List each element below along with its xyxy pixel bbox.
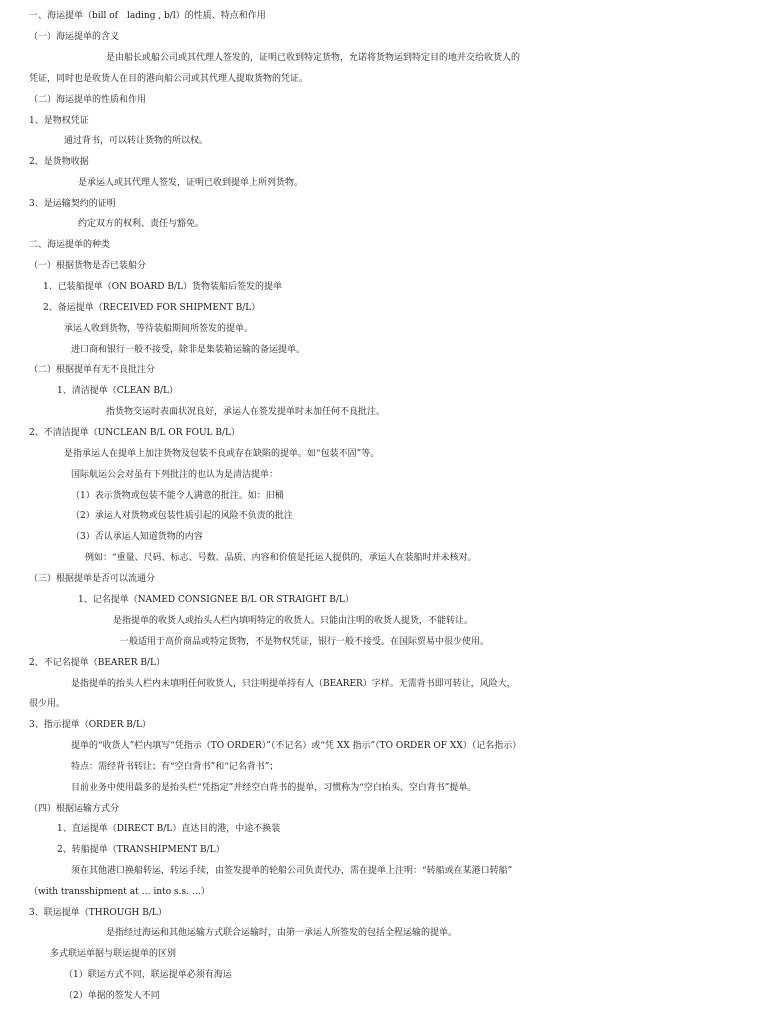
paragraph-line: 是指提单的抬头人栏内未填明任何收货人，只注明提单持有人（BEARER）字样。无需背书即可转让，风险大， <box>71 679 516 689</box>
numbered-item: 1、直运提单（DIRECT B/L）直达目的港，中途不换装 <box>57 824 281 834</box>
paragraph-line: 例如：“重量、尺码、标志、号数、品质、内容和价值是托运人提供的，承运人在装船时并未核对。 <box>85 553 477 563</box>
paragraph-line: 须在其他港口换船转运，转运手续，由签发提单的轮船公司负责代办，需在提单上注明：“转船或在某港口转船” <box>71 866 513 876</box>
paragraph-line: 一般适用于高价商品或特定货物，不是物权凭证，银行一般不接受。在国际贸易中很少使用。 <box>120 637 490 647</box>
numbered-item: 2、不记名提单（BEARER B/L） <box>29 658 166 668</box>
numbered-item: 2、不清洁提单（UNCLEAN B/L OR FOUL B/L） <box>29 428 241 438</box>
subsection-heading: （一）海运提单的含义 <box>29 32 120 42</box>
paragraph-line: 通过背书，可以转让货物的所以权。 <box>64 136 209 146</box>
paragraph-line: 多式联运单据与联运提单的区别 <box>50 949 177 959</box>
numbered-item: 2、转船提单（TRANSHIPMENT B/L） <box>57 845 225 855</box>
list-item: （1）表示货物或包装不能令人满意的批注。如：旧桶 <box>71 491 284 501</box>
paragraph-line: 提单的“收货人”栏内填写“凭指示（TO ORDER）”（不记名）或“凭 XX 指示”（TO ORDER OF XX）（记名指示） <box>71 741 522 751</box>
list-item: （2）承运人对货物或包装性质引起的风险不负责的批注 <box>71 511 293 521</box>
numbered-item: 1、是物权凭证 <box>29 116 89 126</box>
paragraph-line: 是指承运人在提单上加注货物及包装不良或存在缺陷的提单。如“包装不固”等。 <box>64 449 380 459</box>
paragraph-line: 是指经过海运和其他运输方式联合运输时，由第一承运人所签发的包括全程运输的提单。 <box>106 928 458 938</box>
numbered-item: 3、是运输契约的证明 <box>29 199 116 209</box>
numbered-item: 1、已装船提单（ON BOARD B/L）货物装船后签发的提单 <box>43 282 282 292</box>
numbered-item: 3、联运提单（THROUGH B/L） <box>29 908 167 918</box>
paragraph-line: 目前业务中使用最多的是抬头栏“凭指定”并经空白背书的提单，习惯称为“空白抬头、空白背书”提单。 <box>71 783 477 793</box>
section-heading-1: 一、海运提单（bill of lading , b/l）的性质、特点和作用 <box>29 11 266 21</box>
paragraph-line: 凭证，同时也是收货人在目的港向船公司或其代理人提取货物的凭证。 <box>29 74 309 84</box>
numbered-item: 2、备运提单（RECEIVED FOR SHIPMENT B/L） <box>43 303 261 313</box>
section-heading-2: 二、海运提单的种类 <box>29 240 111 250</box>
subsection-heading: （二）根据提单有无不良批注分 <box>29 365 156 375</box>
paragraph-line: 约定双方的权利、责任与豁免。 <box>78 219 205 229</box>
paragraph-line: （with transshipment at … into s.s. …） <box>29 887 210 897</box>
paragraph-line: 进口商和银行一般不接受，除非是集装箱运输的备运提单。 <box>71 345 306 355</box>
subsection-heading: （二）海运提单的性质和作用 <box>29 95 147 105</box>
paragraph-line: 很少用。 <box>29 699 66 709</box>
list-item: （2）单据的签发人不同 <box>64 991 160 1001</box>
paragraph-line: 特点：需经背书转让；有“空白背书”和“记名背书”； <box>71 762 279 772</box>
numbered-item: 3、指示提单（ORDER B/L） <box>29 720 151 730</box>
paragraph-line: 指货物交运时表面状况良好，承运人在签发提单时未加任何不良批注。 <box>106 407 386 417</box>
paragraph-line: 国际航运公会对虽有下列批注的也认为是清洁提单： <box>71 470 279 480</box>
numbered-item: 1、记名提单（NAMED CONSIGNEE B/L OR STRAIGHT B/L） <box>78 595 354 605</box>
subsection-heading: （三）根据提单是否可以流通分 <box>29 574 156 584</box>
subsection-heading: （四）根据运输方式分 <box>29 804 120 814</box>
paragraph-line: 承运人收到货物，等待装船期间所签发的提单。 <box>64 324 254 334</box>
numbered-item: 2、是货物收据 <box>29 157 89 167</box>
paragraph-line: 是承运人或其代理人签发，证明已收到提单上所列货物。 <box>78 178 304 188</box>
list-item: （3）否认承运人知道货物的内容 <box>71 532 203 542</box>
numbered-item: 1、清洁提单（CLEAN B/L） <box>57 386 179 396</box>
list-item: （1）联运方式不同，联运提单必须有海运 <box>64 970 232 980</box>
paragraph-line: 是指提单的收货人或抬头人栏内填明特定的收货人。只能由注明的收货人提货，不能转让。 <box>113 616 474 626</box>
subsection-heading: （一）根据货物是否已装船分 <box>29 261 147 271</box>
paragraph-line: 是由船长或船公司或其代理人签发的，证明已收到特定货物，允诺将货物运到特定目的地并交给收货人的 <box>106 53 521 63</box>
